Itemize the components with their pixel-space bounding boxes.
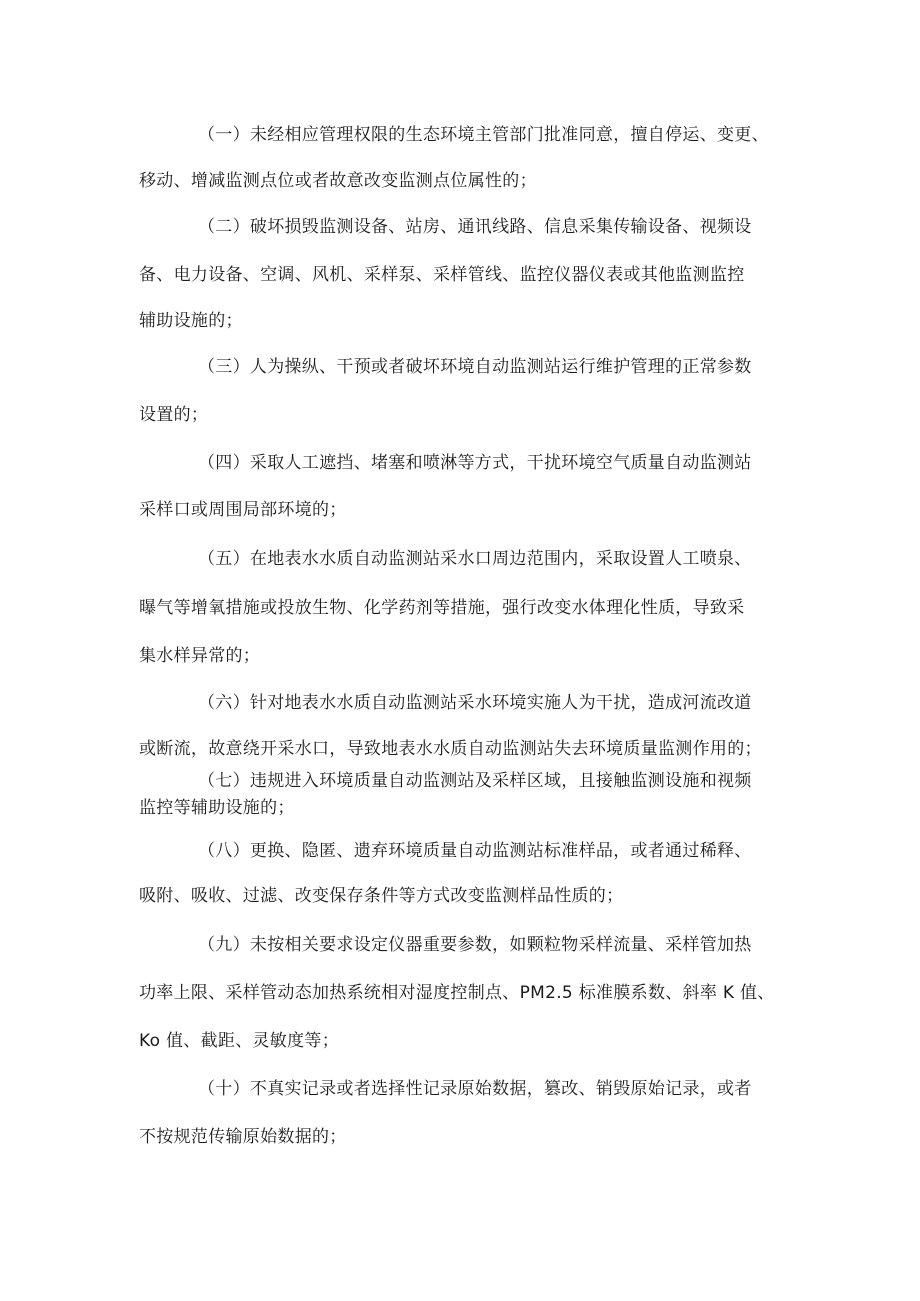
item-2-line-1: （二）破坏损毁监测设备、站房、通讯线路、信息采集传输设备、视频设 xyxy=(198,217,752,237)
item-3-line-1: （三）人为操纵、干预或者破坏环境自动监测站运行维护管理的正常参数 xyxy=(198,357,752,377)
item-5-line-2: 曝气等增氧措施或投放生物、化学药剂等措施，强行改变水体理化性质，导致采 xyxy=(139,598,745,618)
item-10-line-2: 不按规范传输原始数据的； xyxy=(139,1127,347,1147)
item-6-line-2: 或断流，故意绕开采水口，导致地表水水质自动监测站失去环境质量监测作用的； xyxy=(139,739,762,759)
item-5-line-3: 集水样异常的； xyxy=(139,646,261,666)
item-9-line-3: Ko 值、截距、灵敏度等； xyxy=(139,1031,340,1051)
item-7-line-1: （七）违规进入环境质量自动监测站及采样区域，且接触监测设施和视频 xyxy=(198,771,752,791)
item-8-line-1: （八）更换、隐匿、遗弃环境质量自动监测站标准样品，或者通过稀释、 xyxy=(198,841,752,861)
item-1-line-2: 移动、增减监测点位或者故意改变监测点位属性的； xyxy=(139,171,537,191)
item-4-line-2: 采样口或周围局部环境的； xyxy=(139,500,347,520)
item-6-line-1: （六）针对地表水水质自动监测站采水环境实施人为干扰，造成河流改道 xyxy=(198,693,752,713)
item-8-line-2: 吸附、吸收、过滤、改变保存条件等方式改变监测样品性质的； xyxy=(139,886,624,906)
item-3-line-2: 设置的； xyxy=(139,405,209,425)
item-5-line-1: （五）在地表水水质自动监测站采水口周边范围内，采取设置人工喷泉、 xyxy=(198,549,752,569)
item-2-line-3: 辅助设施的； xyxy=(139,311,243,331)
item-9-line-1: （九）未按相关要求设定仪器重要参数，如颗粒物采样流量、采样管加热 xyxy=(198,935,752,955)
item-7-line-2: 监控等辅助设施的； xyxy=(139,798,295,818)
item-1-line-1: （一）未经相应管理权限的生态环境主管部门批准同意，擅自停运、变更、 xyxy=(198,125,769,145)
item-10-line-1: （十）不真实记录或者选择性记录原始数据，篡改、销毁原始记录，或者 xyxy=(198,1079,752,1099)
item-9-line-2: 功率上限、采样管动态加热系统相对湿度控制点、PM2.5 标准膜系数、斜率 K 值、 xyxy=(139,983,775,1003)
item-4-line-1: （四）采取人工遮挡、堵塞和喷淋等方式，干扰环境空气质量自动监测站 xyxy=(198,453,752,473)
item-2-line-2: 备、电力设备、空调、风机、采样泵、采样管线、监控仪器仪表或其他监测监控 xyxy=(139,265,745,285)
